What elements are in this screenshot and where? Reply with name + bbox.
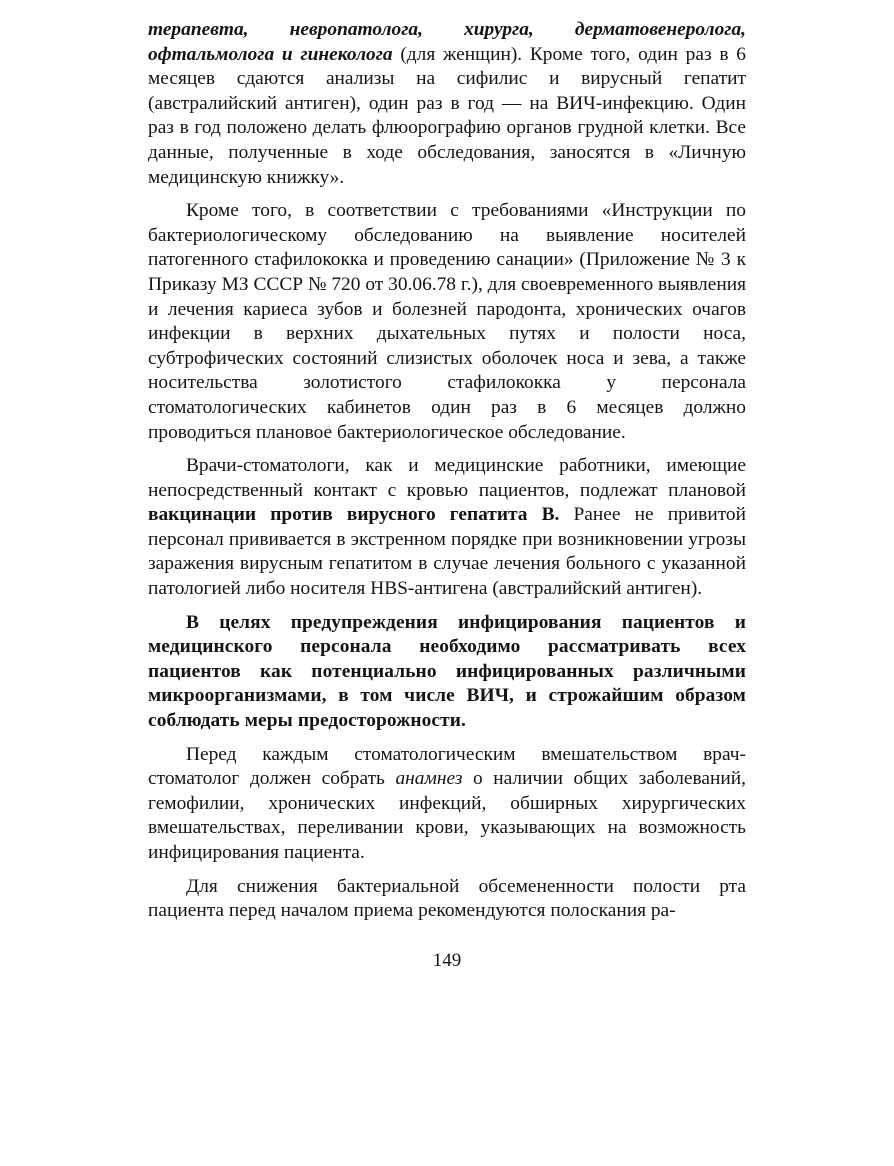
paragraph-precautions: В целях предупреждения инфицирования пациентов и медицинского персонала необходимо рассматривать всех пациентов как потенциально инфицированных различными микроорганизмами, в том числе ВИЧ, и строжайшим образом соблюдать меры предосторожности. <box>148 611 746 732</box>
italic-specialists: терапевта, невропатолога, хирурга, дерматовенеролога, офтальмолога и гинеколога <box>148 19 746 65</box>
paragraph-vaccination <box>148 454 746 602</box>
paragraph-anamnesis-before: Перед каждым стоматологическим вмешательством врач-стоматолог должен собрать <box>148 743 746 790</box>
paragraph-specialists <box>148 18 746 190</box>
paragraph-rinsing: Для снижения бактериальной обсемененности полости рта пациента перед началом приема рекомендуются полоскания ра- <box>148 875 746 922</box>
bold-vaccination: вакцинации против вирусного гепатита В. <box>148 504 560 526</box>
page-number: 149 <box>432 950 462 971</box>
paragraph-instruction: Кроме того, в соответствии с требованиями «Инструкции по бактериологическому обследованию на выявление носителей патогенного стафилококка и проведению санации» (Приложение № 3 к Приказу МЗ СССР № 720 от 30.06.78 г.), для своевременного выявления и лечения кариеса зубов и болезней пародонта, хронических очагов инфекции в верхних дыхательных путях и полости носа, субтрофических состояний слизистых оболочек носа и зева, а также носительства золотистого стафилококка у персонала стоматологических кабинетов один раз в 6 месяцев должно проводиться плановое бактериологическое обследование. <box>148 200 746 443</box>
paragraph-specialists-text: (для женщин). Кроме того, один раз в 6 месяцев сдаются анализы на сифилис и вирусный гепатит (австралийский антиген), один раз в год — на ВИЧ-инфекцию. Один раз в год положено делать флюорографию органов грудной клетки. Все данные, полученные в ходе обследования, заносятся в «Личную медицинскую книжку». <box>148 43 746 188</box>
italic-anamnesis: анамнез <box>395 768 463 790</box>
paragraph-anamnesis-after: о наличии общих заболеваний, гемофилии, хронических инфекций, обширных хирургических вмешательствах, переливании крови, указывающих на возможность инфицирования пациента. <box>148 768 746 863</box>
paragraph-vaccination-after: Ранее не привитой персонал прививается в экстренном порядке при возникновении угрозы заражения вирусным гепатитом в случае лечения больного с указанной патологией либо носителя HBS-антигена (австралийский антиген). <box>148 504 746 600</box>
page-body <box>148 18 746 924</box>
paragraph-vaccination-before: Врачи-стоматологи, как и медицинские работники, имеющие непосредственный контакт с кровью пациентов, подлежат плановой <box>148 455 746 501</box>
paragraph-anamnesis <box>148 743 746 866</box>
